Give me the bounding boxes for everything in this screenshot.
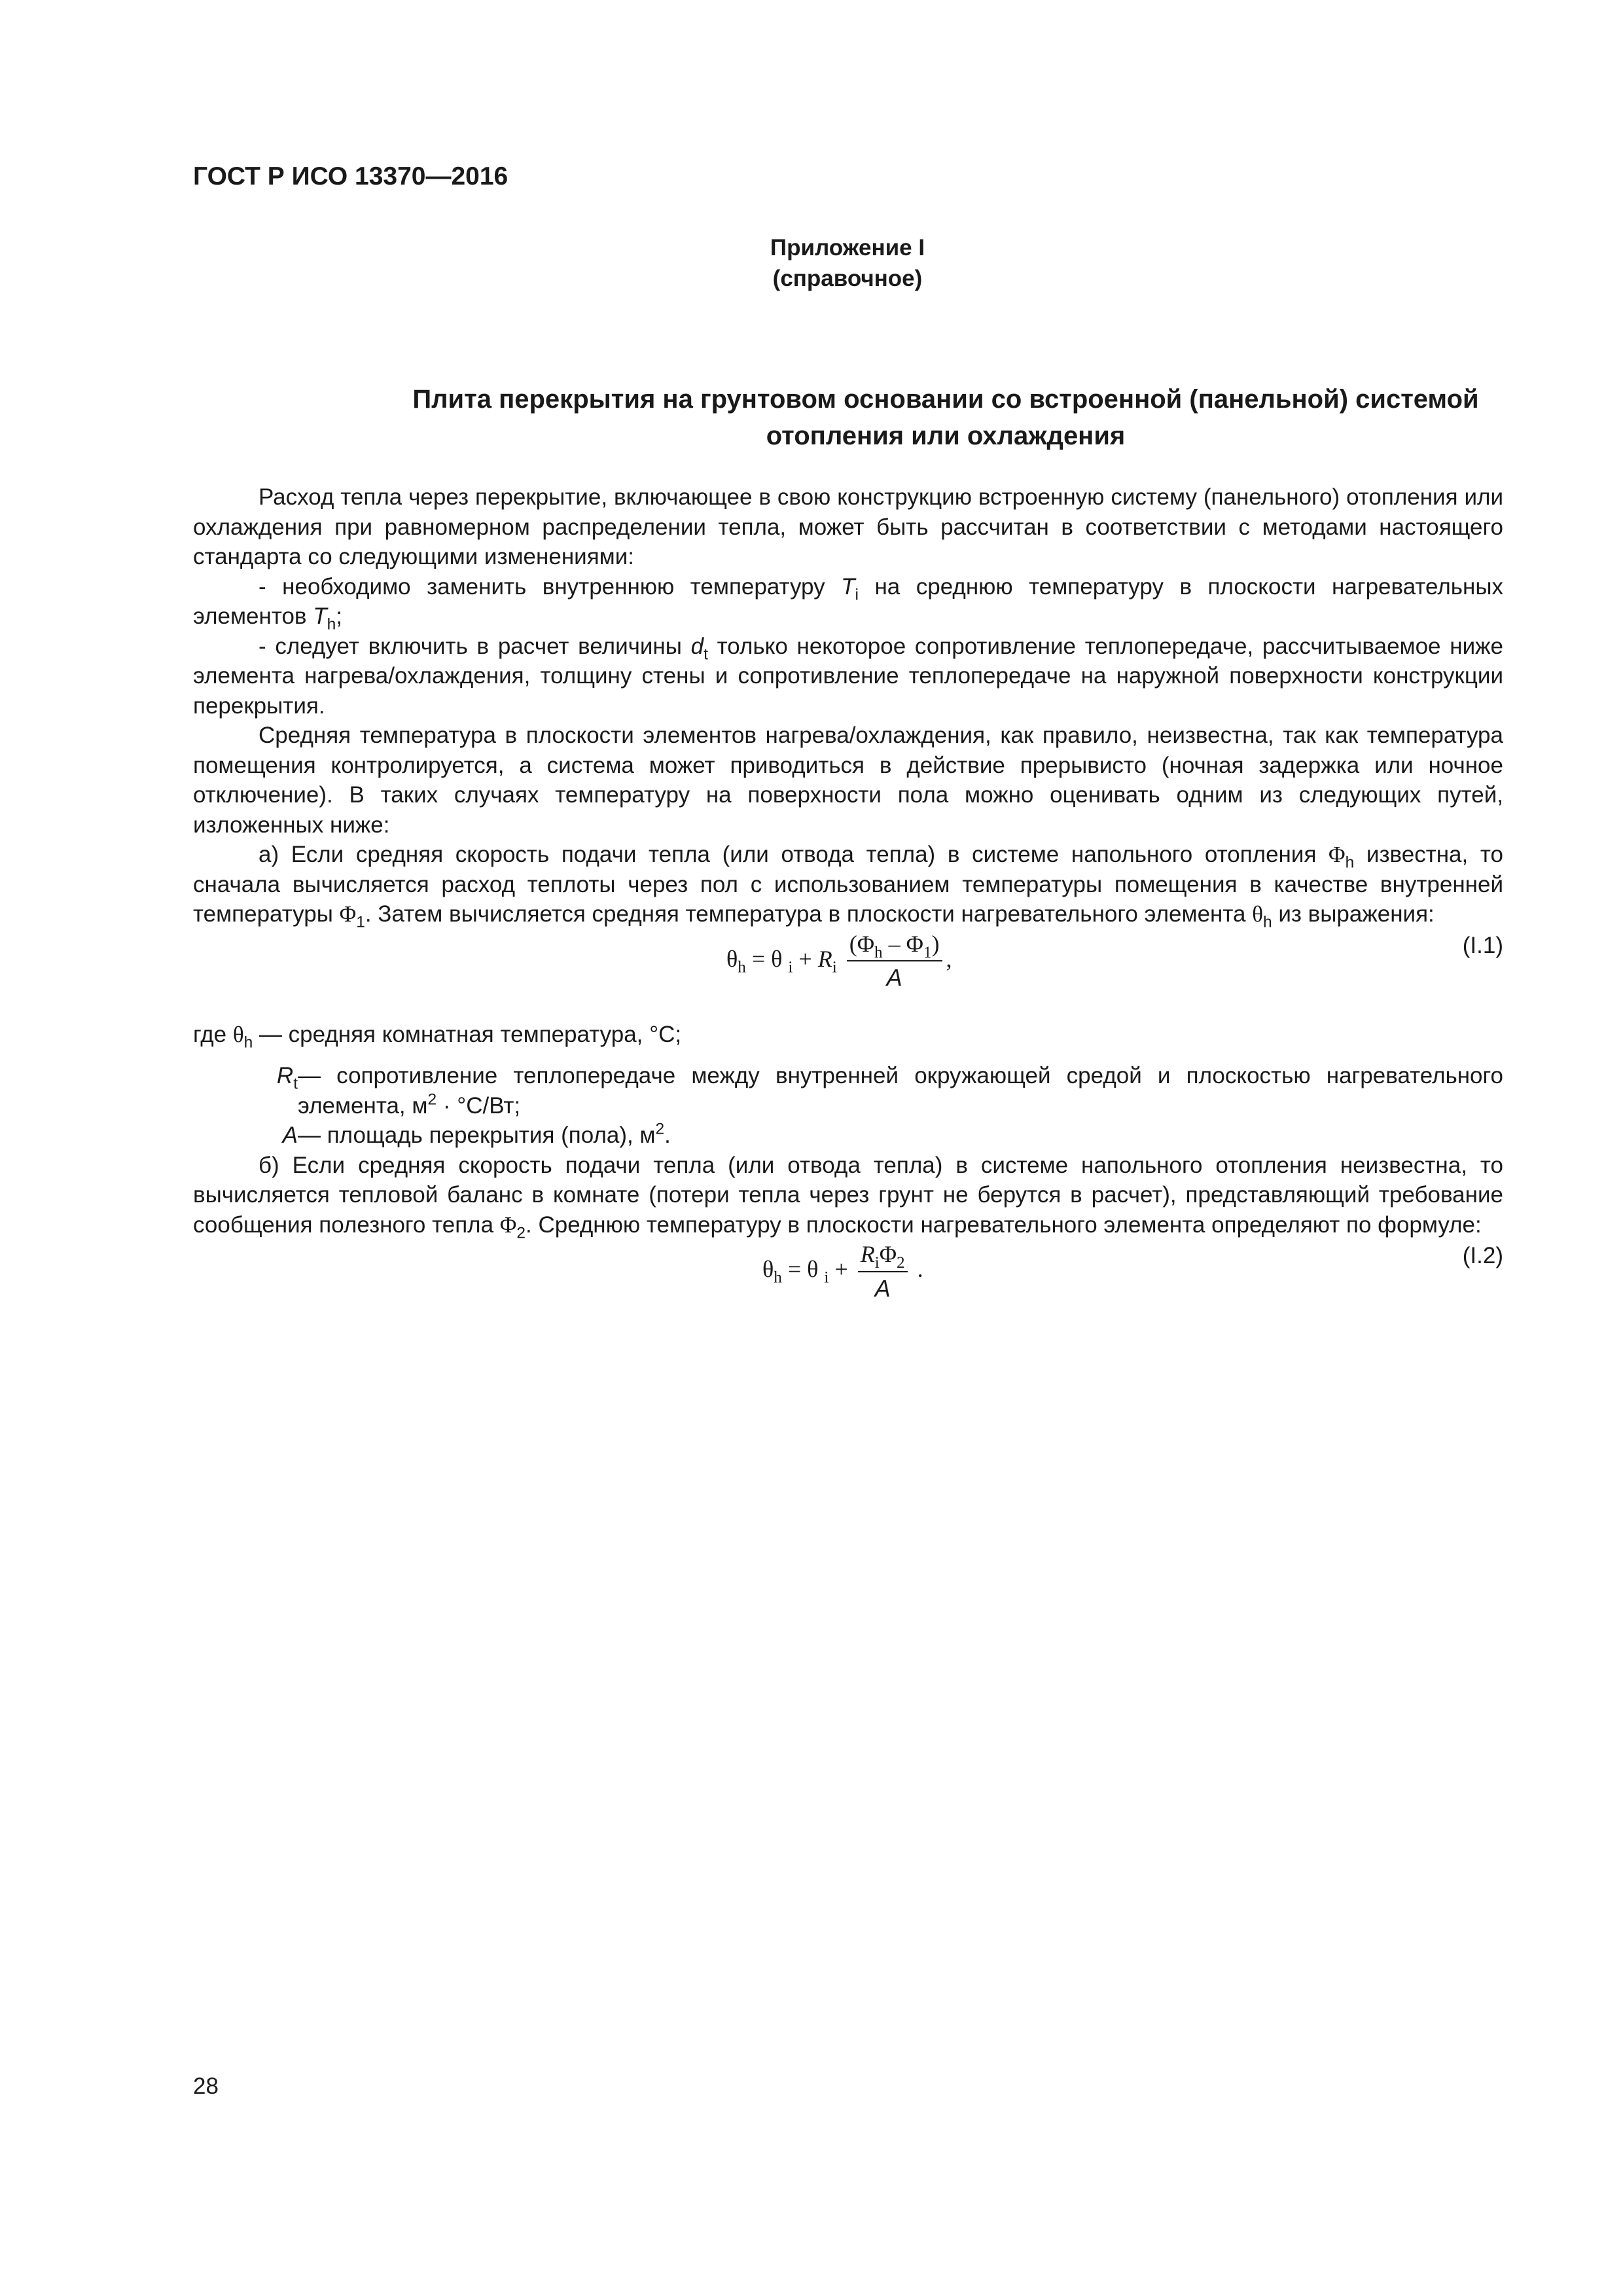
paragraph-average-temp: Средняя температура в плоскости элементов нагрева/охлаждения, как правило, неизвестна, так как температура помещения контролируется, а система может приводиться в действие прерывисто (ночная задержка или ночное отключение). В таких случаях температуру на поверхности пола можно оценивать одним из следующих путей, изложенных ниже:: [193, 723, 1503, 838]
paragraph-replace-temp: - необходимо заменить внутреннюю температуру $T_i$ на среднюю температуру в плоскости нагревательных элементов $T_h$;: [193, 573, 1504, 634]
where-block: [193, 1020, 1503, 1151]
paragraph-case-b: б) Если средняя скорость подачи тепла (или отвода тепла) в системе напольного отопления неизвестна, то вычисляется тепловой баланс в комнате (потери тепла через грунт не берутся в расчет), представляющий требование сообщения полезного тепла $\Phi_2$. Среднюю температуру в плоскости нагревательного элемента определяют по формуле:: [193, 1152, 1503, 1242]
document-body: [193, 482, 1503, 1306]
equation-number-i2: (I.2): [1462, 1243, 1503, 1268]
annex-heading: [0, 232, 1623, 294]
equation-number-i1: (I.1): [1462, 932, 1503, 958]
title-line-2: отопления или охлаждения: [766, 422, 1126, 450]
definition-r: $R_t$ — сопротивление теплопередаче между внутренней окружающей средой и плоскостью нагревательного элемента, $м^2 \cdot ^\circ С/Вт$;: [276, 1063, 1503, 1119]
fraction-i2: $\frac{R_i\Phi_2}{A}$: [858, 1240, 908, 1303]
definition-a: A — площадь перекрытия (пола), $м^2$.: [282, 1120, 671, 1148]
section-title: [196, 381, 1623, 454]
definition-theta-h: где $\theta_h$ — средняя комнатная температура, °С;: [193, 1021, 682, 1052]
paragraph-include-resistance: - следует включить в расчет величины $d_t$ только некоторое сопротивление теплопередаче, рассчитываемое ниже элемента нагрева/охлаждения, толщину стены и сопротивление теплопередаче на наружной поверхности конструкции перекрытия.: [193, 633, 1503, 719]
annex-type: (справочное): [772, 266, 923, 291]
paragraph-case-a: а) Если средняя скорость подачи тепла (или отвода тепла) в системе напольного отопления $\Phi_h$ известна, то сначала вычисляется расход теплоты через пол с использованием температуры помещения в качестве внутренней температуры $\Phi_1$. Затем вычисляется средняя температура в плоскости нагревательного элемента $\theta_h$ из выражения:: [193, 842, 1503, 931]
formula-i2: $\theta_h = \theta$ $_i$ + $\frac{R_i\Phi_2}{A}$ .: [762, 1240, 923, 1303]
fraction-i1: $\frac{(\Phi_h - \Phi_1)}{A}$: [847, 929, 942, 993]
page-number: 28: [193, 2073, 219, 2099]
paragraph-intro: Расход тепла через перекрытие, включающее в свою конструкцию встроенную систему (панельного) отопления или охлаждения при равномерном распределении тепла, может быть рассчитан в соответствии с методами настоящего стандарта со следующими изменениями:: [193, 484, 1503, 569]
formula-i1: $\theta_h = \theta$ $_i + R_i$ $\frac{(\Phi_h - \Phi_1)}{A}$ ,: [726, 929, 952, 993]
document-header: ГОСТ Р ИСО 13370—2016: [193, 162, 508, 190]
equation-i1: [193, 929, 1503, 1005]
title-line-1: Плита перекрытия на грунтовом основании со встроенной (панельной) системой: [412, 385, 1479, 414]
equation-i2: [193, 1240, 1503, 1306]
annex-label: Приложение I: [770, 235, 925, 260]
